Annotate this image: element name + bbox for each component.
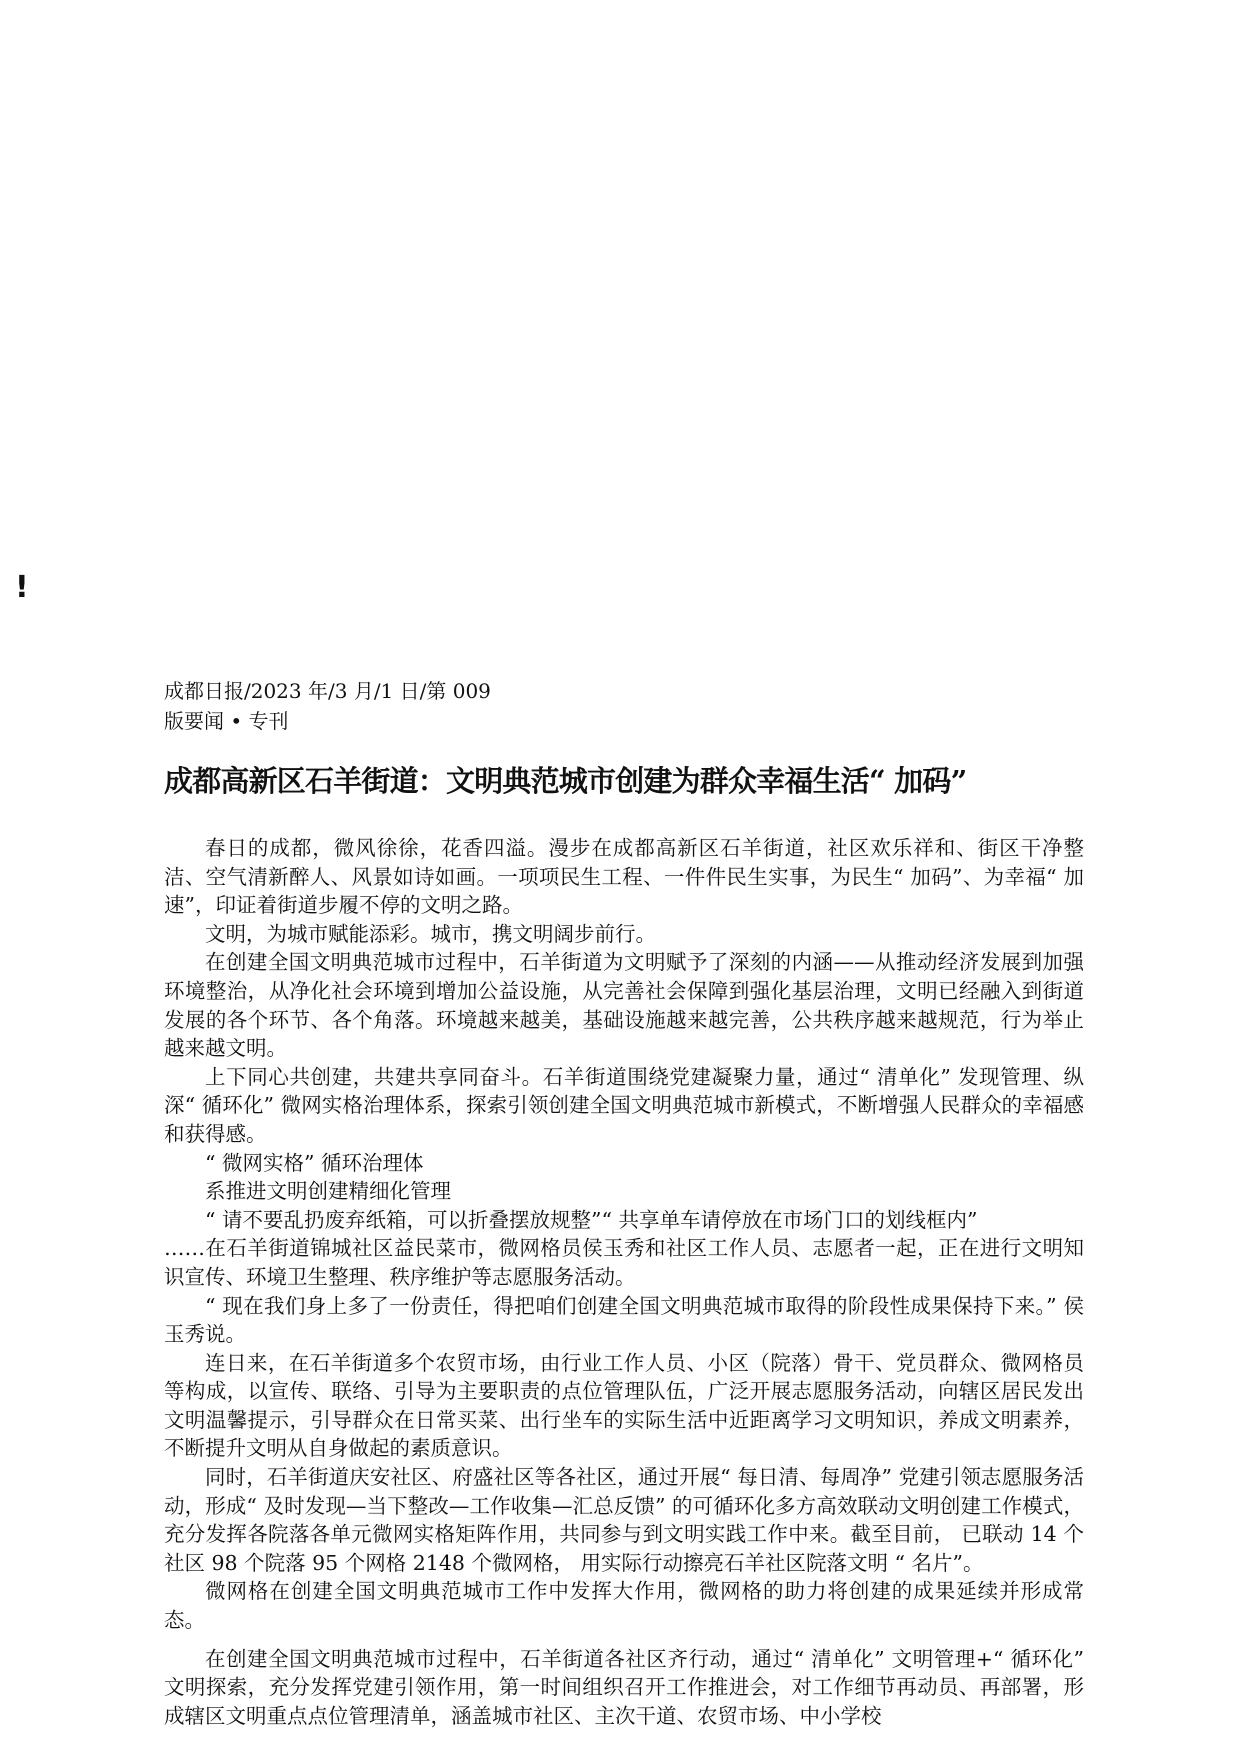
source-line-1: 成都日报/2023 年/3 月/1 日/第 009 [164,679,491,703]
paragraph: 春日的成都，微风徐徐，花香四溢。漫步在成都高新区石羊街道，社区欢乐祥和、街区干净整洁、空气清新醉人、风景如诗如画。一项项民生工程、一件件民生实事，为民生“ 加码”、为幸福“ 加速”，印证着街道步履不停的文明之路。 [164,836,1084,918]
source-line [164,676,1104,736]
paragraph: 微网格在创建全国文明典范城市工作中发挥大作用，微网格的助力将创建的成果延续并形成常态。 [164,1579,1084,1633]
paragraph: “ 现在我们身上多了一份责任，得把咱们创建全国文明典范城市取得的阶段性成果保持下来。” 侯玉秀说。 [164,1293,1084,1347]
paragraph: 在创建全国文明典范城市过程中，石羊街道为文明赋予了深刻的内涵——从推动经济发展到加强环境整治，从净化社会环境到增加公益设施，从完善社会保障到强化基层治理，文明已经融入到街道发展的各个环节、各个角落。环境越来越美，基础设施越来越完善，公共秩序越来越规范，行为举止越来越文明。 [164,950,1084,1061]
paragraph: “ 请不要乱扔废弃纸箱，可以折叠摆放规整”“ 共享单车请停放在市场门口的划线框内” [205,1207,978,1232]
article-body [164,834,1084,1730]
paragraph: 同时，石羊街道庆安社区、府盛社区等各社区，通过开展“ 每日清、每周净” 党建引领志愿服务活动，形成“ 及时发现—当下整改—工作收集—汇总反馈” 的可循环化多方高效联动文明创建工作模式，充分发挥各院落各单元微网实格矩阵作用，共同参与到文明实践工作中来。截至目前， 已联动 14 个社区 98 个院落 95 个网格 2148 个微网格， 用实际行动擦亮石羊社区院落文明 “ 名片”。 [164,1465,1084,1575]
paragraph: 连日来，在石羊街道多个农贸市场，由行业工作人员、小区（院落）骨干、党员群众、微网格员等构成，以宣传、联络、引导为主要职责的点位管理队伍，广泛开展志愿服务活动，向辖区居民发出文明温馨提示，引导群众在日常买菜、出行坐车的实际生活中近距离学习文明知识，养成文明素养，不断提升文明从自身做起的素质意识。 [164,1350,1084,1461]
exclamation-mark: ! [15,570,29,605]
section-heading: “ 微网实格” 循环治理体 [205,1150,424,1175]
paragraph: ……在石羊街道锦城社区益民菜市，微网格员侯玉秀和社区工作人员、志愿者一起，正在进行文明知识宣传、环境卫生整理、秩序维护等志愿服务活动。 [164,1236,1084,1289]
paragraph: 文明，为城市赋能添彩。城市，携文明阔步前行。 [205,921,656,946]
section-heading: 系推进文明创建精细化管理 [205,1179,451,1204]
paragraph: 上下同心共创建，共建共享同奋斗。石羊街道围绕党建凝聚力量，通过“ 清单化” 发现管理、纵深“ 循环化” 微网实格治理体系，探索引领创建全国文明典范城市新模式，不断增强人民群众的幸福感和获得感。 [164,1064,1084,1146]
source-line-2: 版要闻 • 专刊 [164,709,289,733]
paragraph: 在创建全国文明典范城市过程中，石羊街道各社区齐行动，通过“ 清单化” 文明管理+“ 循环化” 文明探索，充分发挥党建引领作用，第一时间组织召开工作推进会，对工作细节再动员、再部署，形成辖区文明重点点位管理清单，涵盖城市社区、主次干道、农贸市场、中小学校 [164,1646,1084,1728]
article-title: 成都高新区石羊街道：文明典范城市创建为群众幸福生活“ 加码” [164,764,967,798]
